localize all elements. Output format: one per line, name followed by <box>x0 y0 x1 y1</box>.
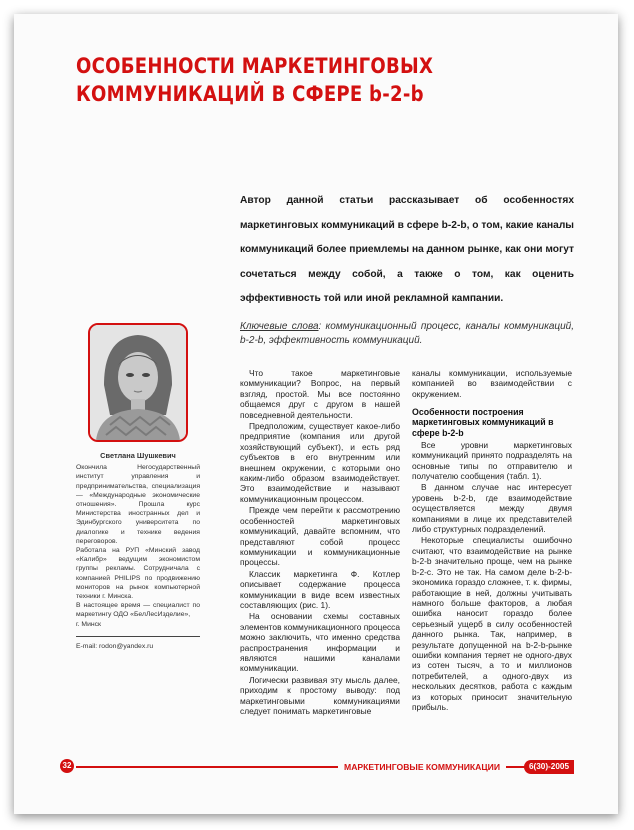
keywords <box>240 320 574 348</box>
body-paragraph: Некоторые специалисты ошибочно считают, что взаимодействие на рынке b-2-b значительно проще, чем на рынке b-2-c. Это не так. На самом деле b-2-b-экономика гораздо сложнее, т. к. фирмы, работающие в ней, должны учитывать намного больше факторов, а любая ошибка наносит гораздо более серьезный ущерб в силу особенностей данного рынка. Так, например, в результате допущенной на b-2-b-рынке ошибки компания теряет не одного-двух из сотен тысяч, а то и миллионов потребителей, а одного-двух из нескольких десятков, работа с каждым из которых приносит значительную прибыль. <box>412 535 572 712</box>
body-paragraph: Логически развивая эту мысль далее, приходим к простому выводу: под маркетинговыми коммуникациями следует понимать маркетинговые <box>240 674 400 716</box>
article-lead: Автор данной статьи рассказывает об особенностях маркетинговых коммуникаций в сфере b-2-b, о том, какие каналы коммуникаций более приемлемы на данном рынке, как они могут сочетаться между собой, а также о том, как оценить эффективность той или иной рекламной кампании. <box>240 195 574 304</box>
author-name: Светлана Шушкевич <box>100 451 176 460</box>
author-bio-paragraph: Окончила Негосударственный институт управления и предпринимательства, специализация — «Международные экономические отношения». Прошла курс Министерства иностранных дел и Эдинбургского университета по диалогике и технике ведения переговоров. <box>76 464 200 545</box>
page-number: 32 <box>60 759 74 773</box>
article-title <box>76 52 516 108</box>
author-photo <box>88 323 188 442</box>
page-footer <box>60 759 574 775</box>
magazine-page <box>14 14 618 814</box>
author-divider <box>76 636 200 637</box>
body-paragraph: Все уровни маркетинговых коммуникаций принято подразделять на основные типы по отправителю и получателю сообщения (табл. 1). <box>412 439 572 482</box>
author-bio-paragraph: Работала на РУП «Минский завод «Калибр» ведущим экономистом группы рекламы. Сотрудничала с компанией PHILIPS по продвижению мониторов на рынок компьютерной техники г. Минска. <box>76 547 200 601</box>
body-paragraph: В данном случае нас интересует уровень b-2-b, где взаимодействие осуществляется между двумя компаниями в лице их представителей либо структурных подразделений. <box>412 482 572 535</box>
article-title-line-2: КОММУНИКАЦИЙ В СФЕРЕ b-2-b <box>76 82 424 106</box>
body-paragraph: каналы коммуникации, используемые компанией во взаимодействии с окружением. <box>412 368 572 399</box>
body-paragraph: Прежде чем перейти к рассмотрению особенностей маркетинговых коммуникаций, давайте вспомним, что представляют собой процесс коммуникации и коммуникационные процессы. <box>240 505 400 568</box>
author-email: E-mail: rodon@yandex.ru <box>76 642 154 650</box>
body-paragraph: Что такое маркетинговые коммуникации? Вопрос, на первый взгляд, простой. Мы все постоянно общаемся друг с другом в нашей повседневной деятельности. <box>240 368 400 420</box>
issue-badge: 6(30)-2005 <box>524 760 574 774</box>
footer-section-title: МАРКЕТИНГОВЫЕ КОММУНИКАЦИИ <box>338 759 506 775</box>
body-paragraph: На основании схемы составных элементов коммуникационного процесса можно заключить, что именно средства распространения информации и являются нашими каналами коммуникации. <box>240 611 401 674</box>
article-column-2 <box>412 368 572 713</box>
section-heading: Особенности построения маркетинговых коммуникаций в сфере b-2-b <box>412 407 554 438</box>
body-paragraph: Классик маркетинга Ф. Котлер описывает содержание процесса коммуникации в виде всем известных составляющих (рис. 1). <box>240 568 400 610</box>
article-column-1 <box>240 368 400 717</box>
author-city: г. Минск <box>76 620 102 628</box>
keywords-label: Ключевые слова <box>240 321 319 332</box>
article-title-line-1: ОСОБЕННОСТИ МАРКЕТИНГОВЫХ <box>76 54 434 78</box>
body-paragraph: Предположим, существует какое-либо предприятие (компания или другой хозяйствующий субъект), и есть ряд субъектов в его внутренним или внешнем окружении, с которыми оно каким-либо образом взаимодействует. Это взаимодействие и называют коммуникационным процессом. <box>240 421 400 504</box>
author-portrait-image <box>90 325 186 440</box>
keywords-text: : коммуникационный процесс, каналы коммуникаций, b-2-b, эффективность коммуникаций. <box>240 321 574 346</box>
author-bio-paragraph: В настоящее время — специалист по маркетингу ОДО «БелЛесИзделие», <box>76 602 200 619</box>
author-block <box>76 451 200 651</box>
